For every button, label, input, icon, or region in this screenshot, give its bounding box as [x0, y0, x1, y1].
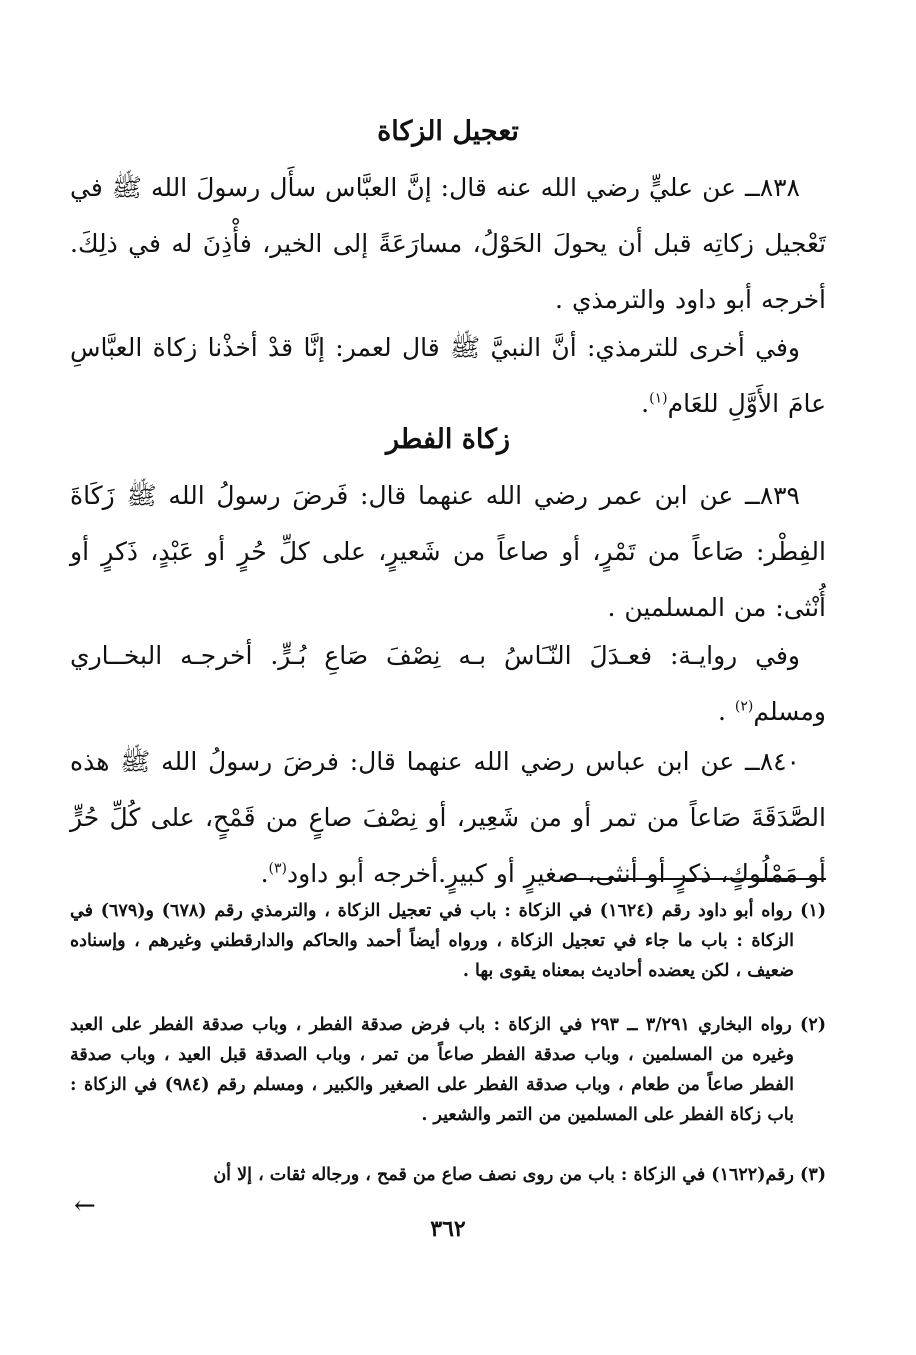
footnote-2	[70, 1010, 826, 1130]
continuation-arrow-icon: ←	[74, 1191, 96, 1221]
footnote-text: رواه البخاري ٣/٢٩١ ــ ٢٩٣ في الزكاة : باب فرض صدقة الفطر ، وباب صدقة الفطر على العبد وغيره من المسلمين ، وباب صدقة الفطر صاعاً من تمر ، وباب الصدقة قبل العيد ، وباب صدقة الفطر صاعاً من طعام ، وباب صدقة الفطر على الصغير والكبير ، ومسلم رقم (٩٨٤) في الزكاة : باب زكاة الفطر على المسلمين من التمر والشعير .	[70, 1015, 795, 1125]
hadith-839: ٨٣٩ــ عن ابن عمر رضي الله عنهما قال: فَرضَ رسولُ الله ﷺ زَكَاةَ الفِطْر: صَاعاً من تَمْرٍ، أو صاعاً من شَعيرٍ، على كلِّ حُرٍ أو عَبْدٍ، ذَكرٍ أو أُنْثى: من المسلمين .	[70, 481, 826, 622]
footnote-ref-1: (١)	[649, 390, 668, 407]
period: .	[717, 697, 735, 726]
footnote-text: رواه أبو داود رقم (١٦٢٤) في الزكاة : باب في تعجيل الزكاة ، والترمذي رقم (٦٧٨) و(٦٧٩) في الزكاة : باب ما جاء في تعجيل الزكاة ، ورواه أيضاً أحمد والحاكم والدارقطني وغيرهم ، وإسناده ضعيف ، لكن يعضده أحاديث بمعناه يقوى بها .	[70, 901, 794, 981]
footnote-separator	[564, 878, 826, 880]
hadith-838-other-text: وفي أخرى للترمذي: أنَّ النبيَّ ﷺ قال لعمر: إنَّا قدْ أخذْنا زكاة العبَّاسِ عامَ الأَوَّلِ للعَام	[70, 333, 826, 418]
hadith-838-other-narration	[70, 320, 826, 432]
hadith-840-text: ٨٤٠ــ عن ابن عباس رضي الله عنهما قال: فرضَ رسولُ الله ﷺ هذه الصَّدَقَةَ صَاعاً من تمر أو من شَعِير، أو نِصْفَ صاعٍ من قَمْحٍ، على كُلِّ حُرٍّ أو مَمْلُوكٍ، ذكرٍ أو أنثى، صغيرٍ أو كبيرٍ.أخرجه أبو داود	[70, 747, 826, 888]
footnote-3	[70, 1160, 826, 1190]
footnote-ref-2: (٢)	[734, 698, 754, 715]
footnote-text: رقم(١٦٢٢) في الزكاة : باب من روى نصف صاع من قمح ، ورجاله ثقات ، إلا أن	[213, 1165, 794, 1185]
hadith-839-riwaya-text: وفي روايـة: فعـدَلَ النّـَاسُ بـه نِصْفَ صَاعِ بُـرٍّ. أخرجـه البخــاري ومسلم	[70, 641, 826, 726]
hadith-838: ٨٣٨ــ عن عليٍّ رضي الله عنه قال: إنَّ العبَّاس سأَل رسولَ الله ﷺ في تَعْجيل زكاتِه قبل أن يحولَ الحَوْلُ، مسارَعَةً إلى الخير، فأْذِنَ له في ذلِكَ. أخرجه أبو داود والترمذي .	[70, 173, 826, 314]
period: .	[641, 389, 650, 418]
footnote-number: (١)	[800, 901, 827, 921]
section-heading-zakat-al-fitr: زكاة الفطر	[385, 424, 511, 455]
period: .	[260, 859, 269, 888]
book-page	[70, 0, 826, 1355]
footnote-number: (٢)	[800, 1015, 826, 1035]
footnote-1	[70, 896, 826, 986]
hadith-839-riwaya	[70, 628, 826, 740]
page-number: ٣٦٢	[430, 1216, 466, 1242]
hadith-840	[70, 734, 826, 902]
section-heading-early-zakat: تعجيل الزكاة	[377, 116, 519, 147]
footnote-ref-3: (٣)	[268, 860, 288, 877]
footnote-number: (٣)	[800, 1165, 826, 1185]
